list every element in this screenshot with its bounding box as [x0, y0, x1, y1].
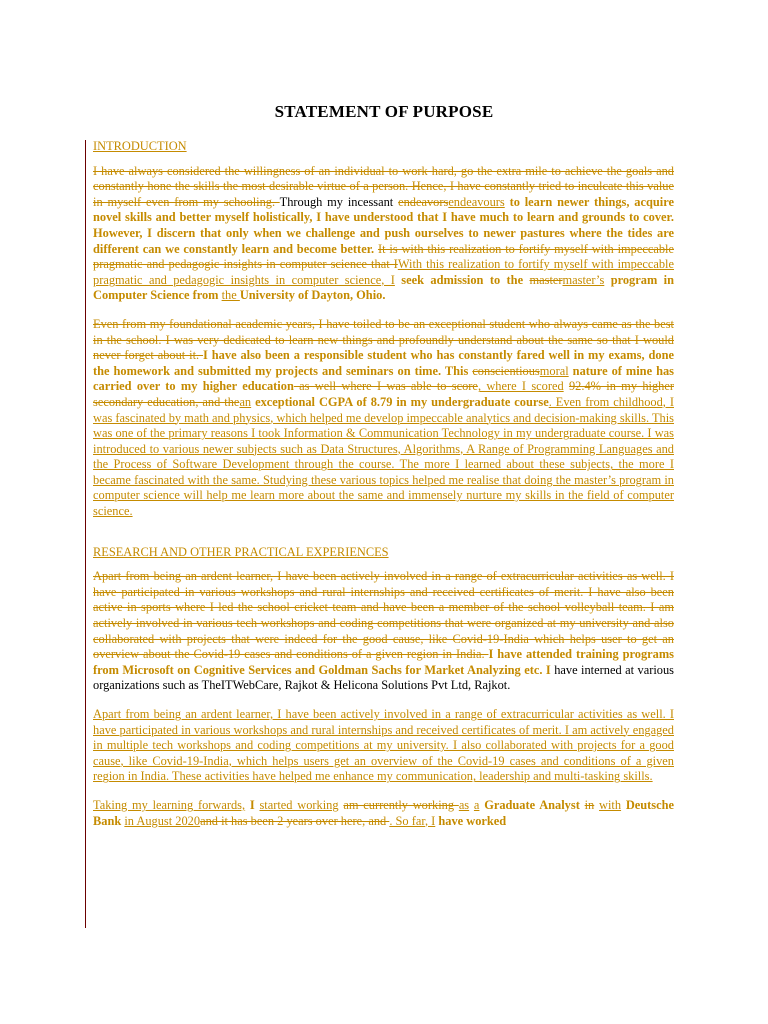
inserted-text: . So far, I: [389, 813, 436, 828]
deleted-text: am currently working: [343, 797, 459, 812]
inserted-text: Apart from being an ardent learner, I have been actively involved in a range of extracurricular activities as well. I have participated in various workshops and rural internships and received certificates of merit. I am actively engaged in multiple tech workshops and coding competitions at my university. I also collaborated with projects for a good cause, like Covid-19-India, which helps users get an overview of the Covid-19 cases and conditions of a given region in India. These activities have helped me enhance my communication, leadership and multi-tasking skills.: [93, 707, 674, 784]
bold-text: to learn newer things, acquire novel skills and better myself holistically, I have understood that I have much to learn and grounds to cover. However, I discern that only when we challenge and push ourselves to newer pastures where the tides are different can we constantly learn and become better.: [93, 194, 674, 256]
bold-text: I have attended training programs from Microsoft on Cognitive Services and Goldman Sachs for Market Analyzing etc. I: [93, 647, 674, 677]
inserted-text: endeavours: [448, 194, 505, 209]
inserted-text: an: [239, 394, 252, 409]
inserted-text: in August 2020: [124, 813, 201, 828]
paragraph: [93, 569, 674, 694]
inserted-text: a: [473, 797, 480, 812]
bold-text: University of Dayton, Ohio.: [239, 288, 386, 303]
bold-text: nature of mine has carried over to my higher education: [93, 363, 674, 394]
bold-text: have worked: [435, 813, 507, 828]
inserted-text: with: [599, 797, 622, 812]
inserted-text: Taking my learning forwards,: [93, 797, 246, 812]
bold-text: exceptional CGPA of 8.79 in my undergraduate course: [251, 394, 549, 409]
section-heading-introduction: INTRODUCTION: [93, 139, 187, 153]
bold-text: Graduate Analyst: [479, 797, 585, 812]
inserted-text: , where I scored: [477, 379, 564, 394]
bold-text: program in Computer Science from: [93, 272, 675, 303]
paragraph: [93, 707, 674, 785]
change-bar: [85, 140, 86, 928]
inserted-text: . Even from childhood, I was fascinated by math and physics, which helped me develop impeccable analytics and decision-making skills. This was one of the primary reasons I took Information & Communication Technology in my undergraduate course. I was introduced to various newer subjects such as Data Structures, Algorithms, A Range of Programming Languages and the Process of Software Development through the course. The more I learned about these subjects, the more I became fascinated with the same. Studying these various topics helped me realise that doing the master’s program in computer science will help me learn more about the same and immensely nurture my skills in the field of computer science.: [93, 394, 674, 519]
inserted-text: the: [221, 288, 240, 303]
inserted-text: started working: [259, 797, 339, 812]
deleted-text: I have always considered the willingness of an individual to work hard, go the extra mile to achieve the goals and constantly hone the skills the most desirable virtue of a person. Hence, I have constantly tried to inculcate this value in myself even from my schooling.: [93, 163, 674, 209]
bold-text: I have also been a responsible student who has constantly fared well in my exams, done the homework and submitted my projects and seminars on time. This: [93, 348, 674, 378]
plain-text: have interned at various organizations such as TheITWebCare, Rajkot & Helicona Solutions Pvt Ltd, Rajkot.: [93, 662, 674, 693]
deleted-text: conscientious: [472, 363, 540, 378]
paragraph: [93, 164, 674, 304]
deleted-text: endeavors: [398, 194, 449, 209]
deleted-text: in: [584, 797, 595, 812]
paragraph: [93, 798, 674, 829]
inserted-text: as: [458, 797, 470, 812]
deleted-text: It is with this realization to fortify myself with impeccable pragmatic and pedagogic insights in computer science that I: [93, 241, 674, 272]
bold-text: Deutsche Bank: [93, 797, 675, 828]
document-body: [93, 139, 674, 842]
deleted-text: as well where I was able to score: [293, 379, 478, 394]
deleted-text: and it has been 2 years over here, and: [200, 813, 390, 828]
inserted-text: moral: [539, 363, 569, 378]
section-heading-research: RESEARCH AND OTHER PRACTICAL EXPERIENCES: [93, 544, 389, 559]
deleted-text: Even from my foundational academic years, I have toiled to be an exceptional student who always came as the best in the school. I was very dedicated to learn new things and profoundly understand about the same so that I would never forget about it.: [93, 316, 674, 363]
paragraph: [93, 317, 674, 520]
inserted-text: With this realization to fortify myself with impeccable pragmatic and pedagogic insights in computer science, I: [93, 257, 675, 287]
plain-text: Through my incessant: [279, 194, 399, 209]
deleted-text: Apart from being an ardent learner, I have been actively involved in a range of extracurricular activities as well. I have participated in various workshops and rural internships and received certificates of merit. I have also been active in sports where I led the school cricket team and have been a member of the school volleyball team. I am actively involved in various tech workshops and coding competitions that were organized at my university and also collaborated with projects that were indeed for the good cause, like Covid-19-India which helps user to get an overview about the Covid-19 cases and conditions of a given region in India.: [93, 569, 674, 662]
bold-text: I: [245, 797, 260, 812]
page-title: STATEMENT OF PURPOSE: [274, 102, 494, 121]
deleted-text: master: [529, 272, 563, 287]
inserted-text: master’s: [562, 272, 605, 287]
bold-text: seek admission to the: [394, 272, 530, 287]
deleted-text: 92.4% in my higher secondary education, and the: [93, 379, 674, 409]
